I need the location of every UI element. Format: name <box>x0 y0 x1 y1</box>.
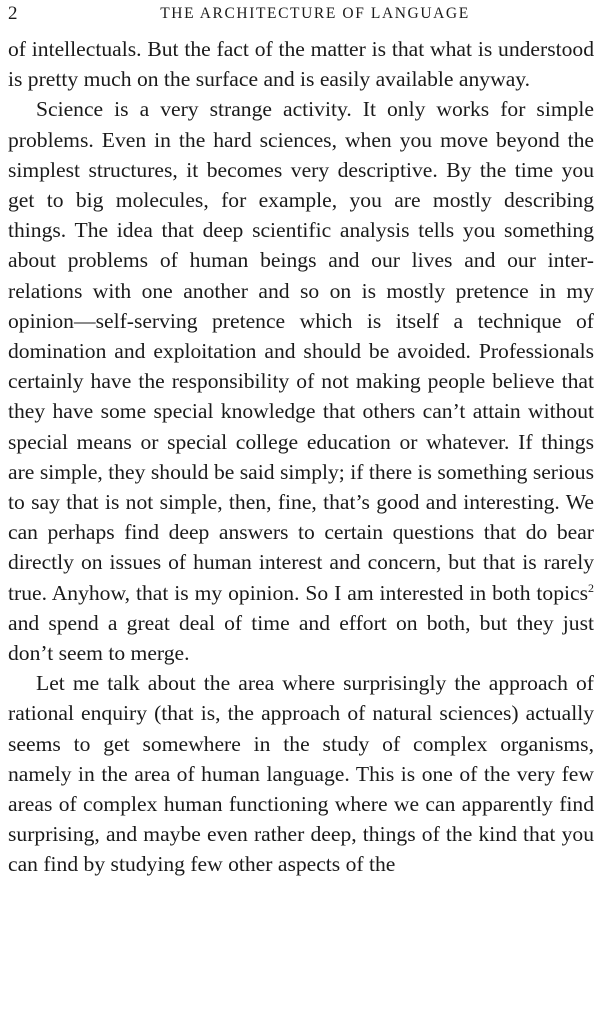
body-text <box>8 34 594 880</box>
paragraph-2-text: Science is a very strange activity. It only works for simple problems. Even in the hard sciences, when you move beyond the simplest structures, it becomes very descriptive. By the time you get to big molecules, for example, you are mostly describing things. The idea that deep scientific analysis tells you something about problems of human beings and our lives and our inter-relations with one another and so on is mostly pretence in my opinion—self-serving pretence which is itself a technique of domination and exploitation and should be avoided. Professionals certainly have the responsibility of not making people believe that they have some special knowledge that others can’t attain without special means or special college education or whatever. If things are simple, they should be said simply; if there is something serious to say that is not simple, then, fine, that’s good and interesting. We can perhaps find deep answers to certain questions that do bear directly on issues of human interest and concern, but that is rarely true. Anyhow, that is my opinion. So I am interested in both topics <box>8 97 594 605</box>
footnote-marker[interactable]: 2 <box>588 580 594 595</box>
paragraph-3-text: Let me talk about the area where surprisingly the approach of rational enquiry (that is, the approach of natural sciences) actually seems to get somewhere in the study of complex organisms, namely in the area of human language. This is one of the very few areas of complex human functioning where we can apparently find surprising, and maybe even rather deep, things of the kind that you can find by studying few other aspects of the <box>8 671 594 877</box>
paragraph-1-text: of intellectuals. But the fact of the matter is that what is understood is pretty much on the surface and is easily available anyway. <box>8 37 594 92</box>
paragraph-2-text-continued: and spend a great deal of time and effort on both, but they just don’t seem to merge. <box>8 610 594 666</box>
running-head-title: THE ARCHITECTURE OF LANGUAGE <box>160 5 470 22</box>
paragraph-3 <box>8 668 594 879</box>
paragraph-2 <box>8 94 594 668</box>
running-head <box>8 0 594 34</box>
page-number: 2 <box>8 3 18 24</box>
paragraph-1 <box>8 34 594 94</box>
